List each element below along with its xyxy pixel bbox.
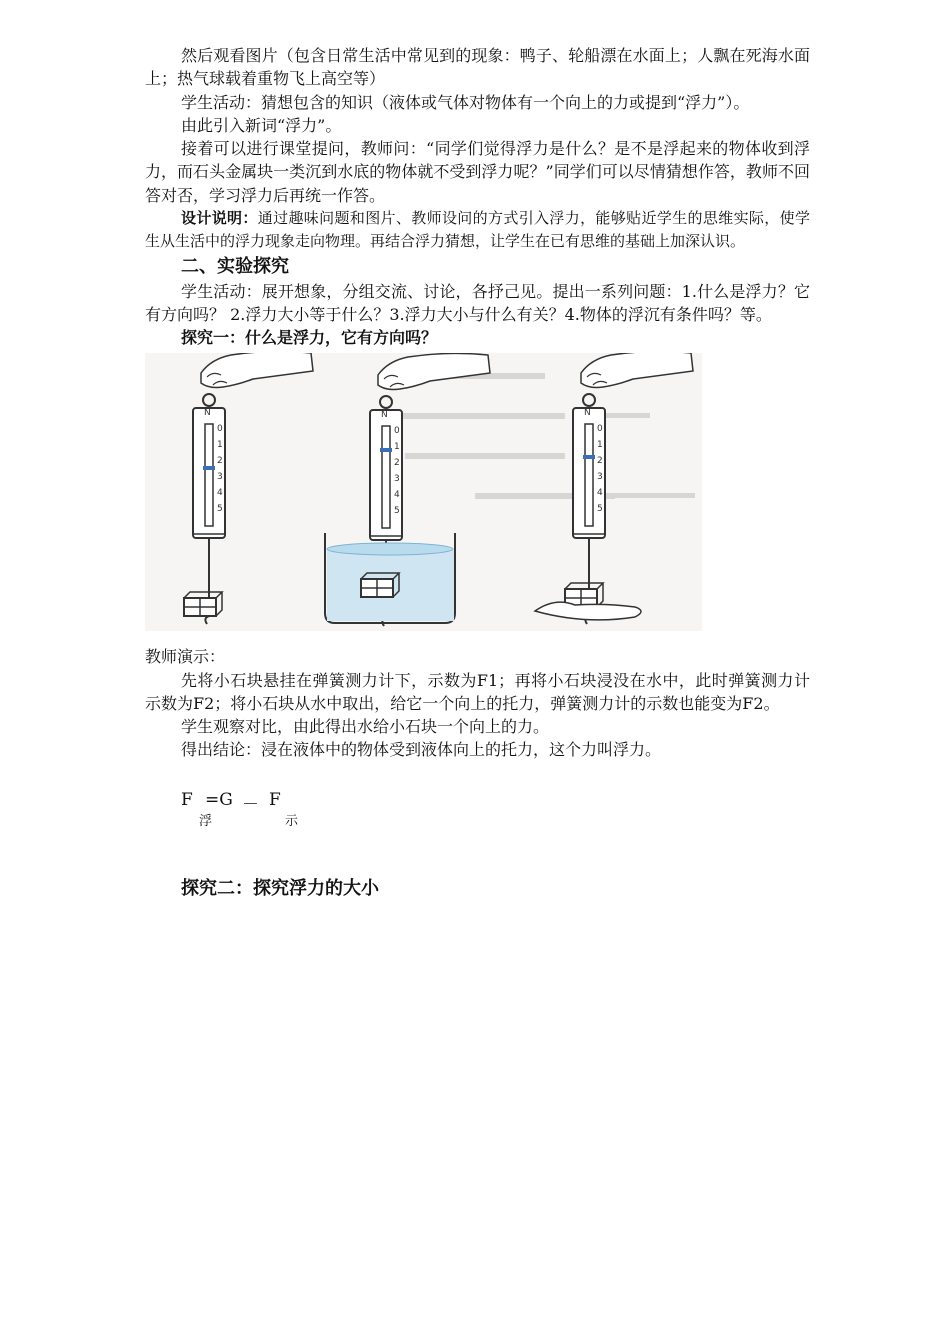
paragraph-demo-steps: 先将小石块悬挂在弹簧测力计下，示数为F1；再将小石块浸没在水中，此时弹簧测力计示数为F2；将小石块从水中取出，给它一个向上的托力，弹簧测力计的示数也能变为F2。: [145, 670, 810, 713]
scale-in-air: [184, 353, 313, 624]
paragraph-observation: 学生观察对比，由此得出水给小石块一个向上的力。: [181, 717, 550, 737]
design-note-label: 设计说明：: [181, 209, 258, 228]
paragraph-conclusion: 得出结论：浸在液体中的物体受到液体向上的托力，这个力叫浮力。: [181, 740, 662, 760]
svg-text:0: 0: [394, 426, 400, 437]
paragraph-student-guess: 学生活动：猜想包含的知识（液体或气体对物体有一个向上的力或提到“浮力”）。: [181, 92, 750, 112]
svg-text:2: 2: [597, 456, 603, 467]
formula-sub-float: 浮: [199, 813, 213, 829]
svg-text:2: 2: [394, 458, 400, 469]
document-page: [145, 0, 810, 902]
svg-text:N: N: [381, 410, 388, 421]
svg-text:5: 5: [597, 504, 603, 515]
spring-scale-figure: [145, 353, 702, 631]
formula-minus: －: [242, 794, 259, 815]
svg-text:N: N: [584, 408, 591, 419]
svg-text:0: 0: [597, 424, 603, 435]
svg-text:1: 1: [597, 440, 603, 451]
formula-f2: F: [269, 789, 281, 810]
paragraph-design-note: [145, 207, 810, 254]
paragraph-student-questions: 学生活动：展开想象，分组交流、讨论，各抒己见。提出一系列问题：1.什么是浮力？它有方向吗？ 2.浮力大小等于什么？3.浮力大小与什么有关？4.物体的浮沉有条件吗？等。: [145, 281, 810, 324]
teacher-demo-label: 教师演示：: [145, 647, 226, 667]
explore1-title: 探究一：什么是浮力，它有方向吗？: [181, 328, 438, 348]
formula-f: F: [181, 789, 193, 810]
svg-text:5: 5: [217, 504, 223, 515]
svg-text:N: N: [204, 408, 211, 419]
scan-background-noise: [385, 373, 695, 499]
svg-text:4: 4: [217, 488, 223, 499]
svg-text:3: 3: [217, 472, 223, 483]
svg-text:3: 3: [597, 472, 603, 483]
svg-text:4: 4: [597, 488, 603, 499]
scale-in-water: [325, 354, 490, 627]
paragraph-intro-pictures: 然后观看图片（包含日常生活中常见到的现象：鸭子、轮船漂在水面上；人飘在死海水面上；热气球载着重物飞上高空等）: [145, 46, 810, 89]
paragraph-teacher-question: 接着可以进行课堂提问，教师问：“同学们觉得浮力是什么？是不是浮起来的物体收到浮力，而石头金属块一类沉到水底的物体就不受到浮力呢？”同学们可以尽情猜想作答，教师不回答对否，学习浮力后再统一作答。: [145, 139, 810, 205]
explore2-title: 探究二：探究浮力的大小: [181, 877, 379, 899]
scale-hand-support: [535, 353, 693, 624]
svg-text:1: 1: [217, 440, 223, 451]
design-note-text: 通过趣味问题和图片、教师设问的方式引入浮力，能够贴近学生的思维实际，使学生从生活中的浮力现象走向物理。再结合浮力猜想，让学生在已有思维的基础上加深认识。: [145, 209, 810, 251]
svg-text:5: 5: [394, 506, 400, 517]
buoyancy-formula: [145, 790, 810, 860]
formula-sub-show: 示: [285, 813, 299, 829]
svg-text:3: 3: [394, 474, 400, 485]
section-title-experiment: 二、实验探究: [181, 255, 289, 277]
svg-text:1: 1: [394, 442, 400, 453]
spring-scale-illustration: [145, 353, 702, 631]
svg-text:4: 4: [394, 490, 400, 501]
paragraph-new-word: 由此引入新词“浮力”。: [181, 115, 342, 135]
formula-eq-g: =G: [205, 789, 233, 810]
svg-text:2: 2: [217, 456, 223, 467]
svg-text:0: 0: [217, 424, 223, 435]
